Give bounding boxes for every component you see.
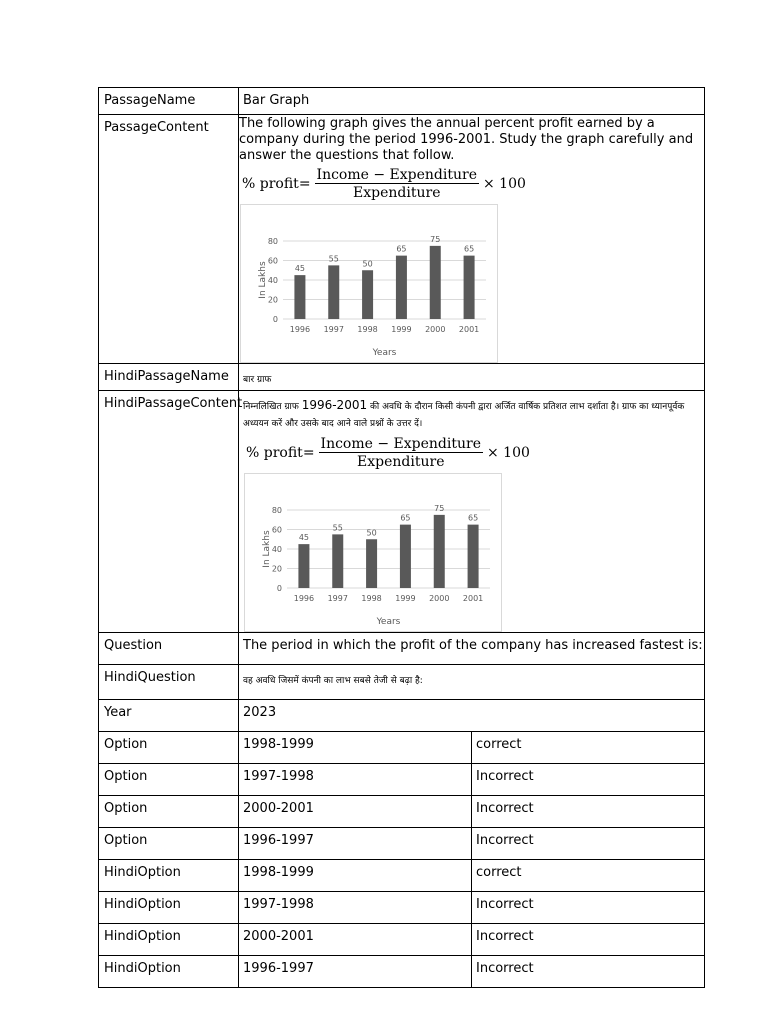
hindi-profit-formula <box>246 433 704 473</box>
bar <box>332 534 343 588</box>
hindi-passage-name-value: बार ग्राफ <box>239 364 705 391</box>
formula-rhs: × 100 <box>483 176 526 192</box>
x-tick-label: 2001 <box>462 594 484 603</box>
chart-svg <box>241 205 497 362</box>
option-status: Incorrect <box>472 796 705 828</box>
x-axis-title: Years <box>372 348 397 358</box>
y-axis-title: In Lakhs <box>262 530 272 568</box>
option-label: Option <box>99 764 239 796</box>
hindi-profit-bar-chart <box>244 473 502 632</box>
y-tick-label: 40 <box>267 276 278 285</box>
hindi-text-years: 1996-2001 <box>301 398 368 412</box>
option-status: Incorrect <box>472 764 705 796</box>
y-tick-label: 60 <box>267 256 278 266</box>
bar <box>468 525 479 588</box>
formula-denominator: Expenditure <box>353 184 441 201</box>
y-tick-label: 80 <box>271 506 282 515</box>
data-label: 75 <box>430 234 441 244</box>
bar <box>434 515 445 588</box>
y-tick-label: 80 <box>267 237 278 246</box>
x-tick-label: 1998 <box>357 325 378 334</box>
option-value: 1996-1997 <box>239 828 472 860</box>
option-label: Option <box>99 828 239 860</box>
passage-name-label: PassageName <box>99 88 239 115</box>
bar <box>464 256 475 319</box>
option-label: HindiOption <box>99 860 239 892</box>
x-tick-label: 1997 <box>327 594 348 603</box>
option-row <box>99 764 705 796</box>
hindi-passage-content-text <box>239 391 704 433</box>
data-label: 50 <box>362 259 373 269</box>
passage-content-label: PassageContent <box>99 115 239 364</box>
option-label: Option <box>99 732 239 764</box>
hindi-question-text: वह अवधि जिसमें कंपनी का लाभ सबसे तेजी से बढ़ा है: <box>239 665 705 700</box>
option-value: 2000-2001 <box>239 924 472 956</box>
option-label: HindiOption <box>99 892 239 924</box>
data-label: 65 <box>463 244 475 254</box>
hindi-text-pre: निम्नलिखित ग्राफ <box>243 402 302 412</box>
bar <box>366 539 377 588</box>
data-label: 75 <box>434 503 445 513</box>
option-status: Incorrect <box>472 828 705 860</box>
data-label: 55 <box>332 523 343 533</box>
formula-fraction <box>315 167 479 202</box>
hindi-formula-eq: = <box>302 445 315 461</box>
option-value: 1998-1999 <box>239 732 472 764</box>
x-axis-title: Years <box>376 617 401 627</box>
passage-name-value: Bar Graph <box>239 88 705 115</box>
option-status: Incorrect <box>472 924 705 956</box>
y-tick-label: 20 <box>271 564 282 574</box>
y-tick-label: 40 <box>271 545 282 554</box>
x-tick-label: 1997 <box>323 325 344 334</box>
option-row <box>99 828 705 860</box>
option-rows <box>99 732 705 988</box>
formula-lhs: % profit <box>242 176 299 192</box>
question-text: The period in which the profit of the company has increased fastest is: <box>239 633 705 665</box>
data-label: 45 <box>298 533 310 543</box>
option-value: 2000-2001 <box>239 796 472 828</box>
hindi-formula-rhs: × 100 <box>487 445 530 461</box>
year-label: Year <box>99 700 239 732</box>
y-tick-label: 0 <box>272 315 278 324</box>
profit-bar-chart <box>240 204 498 363</box>
hindi-formula-denominator: Expenditure <box>357 453 445 470</box>
formula-eq: = <box>298 176 311 192</box>
hindi-passage-content-label: HindiPassageContent <box>99 391 239 633</box>
option-value: 1996-1997 <box>239 956 472 988</box>
hindi-passage-name-row <box>99 364 705 391</box>
option-row <box>99 924 705 956</box>
data-label: 45 <box>294 264 306 274</box>
option-status: correct <box>472 860 705 892</box>
bar <box>328 265 339 319</box>
profit-formula <box>242 164 704 204</box>
bar <box>400 525 411 588</box>
passage-content-cell <box>239 115 705 364</box>
question-table <box>98 87 705 988</box>
option-row <box>99 732 705 764</box>
option-label: HindiOption <box>99 956 239 988</box>
y-tick-label: 0 <box>276 584 282 593</box>
year-row <box>99 700 705 732</box>
hindi-passage-name-label: HindiPassageName <box>99 364 239 391</box>
data-label: 50 <box>366 528 377 538</box>
x-tick-label: 2000 <box>429 594 450 603</box>
hindi-passage-content-cell <box>239 391 705 633</box>
y-tick-label: 20 <box>267 295 278 305</box>
passage-content-row <box>99 115 705 364</box>
option-value: 1998-1999 <box>239 860 472 892</box>
hindi-formula-lhs: % profit <box>246 445 303 461</box>
x-tick-label: 1996 <box>289 325 311 334</box>
data-label: 65 <box>467 513 479 523</box>
x-tick-label: 1999 <box>391 325 412 334</box>
passage-name-row <box>99 88 705 115</box>
formula-numerator: Income − Expenditure <box>316 166 477 183</box>
hindi-passage-content-row <box>99 391 705 633</box>
x-tick-label: 2000 <box>425 325 446 334</box>
y-tick-label: 60 <box>271 525 282 535</box>
option-row <box>99 956 705 988</box>
x-tick-label: 2001 <box>458 325 480 334</box>
option-status: Incorrect <box>472 956 705 988</box>
x-tick-label: 1996 <box>293 594 315 603</box>
hindi-formula-numerator: Income − Expenditure <box>320 435 481 452</box>
option-row <box>99 860 705 892</box>
y-axis-title: In Lakhs <box>258 261 268 299</box>
x-tick-label: 1998 <box>361 594 382 603</box>
data-label: 65 <box>396 244 407 254</box>
hindi-text-post: की अवधि के दौरान किसी कंपनी द्वारा अर्जित वार्षिक प्रतिशत लाभ दर्शाता है। ग्राफ का ध्यानपूर्वक अध्ययन करें और उसके बाद आने वाले प्रश्नों के उत्तर दें। <box>243 402 685 429</box>
hindi-question-label: HindiQuestion <box>99 665 239 700</box>
year-value: 2023 <box>239 700 705 732</box>
x-tick-label: 1999 <box>395 594 416 603</box>
bar <box>294 275 305 319</box>
hindi-question-row <box>99 665 705 700</box>
question-label: Question <box>99 633 239 665</box>
bar <box>396 256 407 319</box>
bar <box>362 270 373 319</box>
bar <box>430 246 441 319</box>
option-status: Incorrect <box>472 892 705 924</box>
bar <box>298 544 309 588</box>
option-status: correct <box>472 732 705 764</box>
option-value: 1997-1998 <box>239 764 472 796</box>
option-label: Option <box>99 796 239 828</box>
option-row <box>99 892 705 924</box>
data-label: 55 <box>328 254 339 264</box>
option-value: 1997-1998 <box>239 892 472 924</box>
data-label: 65 <box>400 513 411 523</box>
hindi-formula-fraction <box>319 436 483 471</box>
hindi-chart-svg <box>245 474 501 631</box>
passage-content-text: The following graph gives the annual percent profit earned by a company during the period 1996-2001. Study the graph carefully and answer the questions that follow. <box>239 116 694 163</box>
option-label: HindiOption <box>99 924 239 956</box>
question-row <box>99 633 705 665</box>
option-row <box>99 796 705 828</box>
